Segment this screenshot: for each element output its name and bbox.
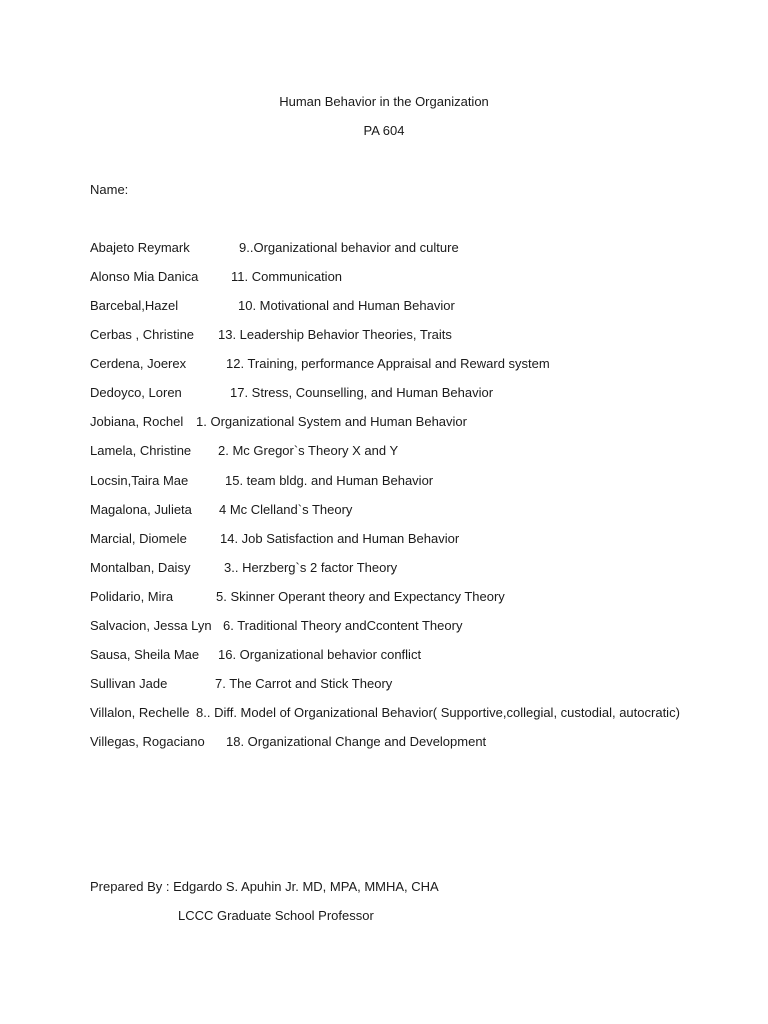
- student-name: Villegas, Rogaciano: [90, 734, 205, 749]
- assigned-topic: 12. Training, performance Appraisal and Reward system: [226, 356, 550, 371]
- prepared-by: Prepared By : Edgardo S. Apuhin Jr. MD, MPA, MMHA, CHA: [90, 879, 439, 894]
- assigned-topic: 5. Skinner Operant theory and Expectancy Theory: [216, 589, 505, 604]
- student-name: Cerdena, Joerex: [90, 356, 187, 371]
- student-name: Marcial, Diomele: [90, 531, 187, 546]
- document-title: Human Behavior in the Organization: [279, 94, 489, 109]
- assigned-topic: 10. Motivational and Human Behavior: [238, 298, 455, 313]
- student-name: Locsin,Taira Mae: [90, 473, 189, 488]
- preparer-role: LCCC Graduate School Professor: [178, 908, 374, 923]
- student-name: Montalban, Daisy: [90, 560, 191, 575]
- assigned-topic: 8.. Diff. Model of Organizational Behavior( Supportive,collegial, custodial, autocratic): [196, 705, 680, 720]
- assigned-topic: 9..Organizational behavior and culture: [239, 240, 459, 255]
- student-name: Sullivan Jade: [90, 676, 168, 691]
- assigned-topic: 2. Mc Gregor`s Theory X and Y: [218, 443, 399, 458]
- student-name: Dedoyco, Loren: [90, 385, 182, 400]
- name-label: Name:: [90, 182, 129, 197]
- assigned-topic: 13. Leadership Behavior Theories, Traits: [218, 327, 452, 342]
- student-name: Abajeto Reymark: [90, 240, 190, 255]
- assigned-topic: 6. Traditional Theory andCcontent Theory: [223, 618, 463, 633]
- assigned-topic: 16. Organizational behavior conflict: [218, 647, 422, 662]
- assigned-topic: 4 Mc Clelland`s Theory: [219, 502, 353, 517]
- student-name: Salvacion, Jessa Lyn: [90, 618, 212, 633]
- student-name: Barcebal,Hazel: [90, 298, 179, 313]
- student-name: Jobiana, Rochel: [90, 414, 184, 429]
- assigned-topic: 18. Organizational Change and Development: [226, 734, 487, 749]
- student-name: Alonso Mia Danica: [90, 269, 199, 284]
- assigned-topic: 7. The Carrot and Stick Theory: [215, 676, 393, 691]
- assigned-topic: 17. Stress, Counselling, and Human Behavior: [230, 385, 494, 400]
- assigned-topic: 15. team bldg. and Human Behavior: [225, 473, 434, 488]
- assigned-topic: 3.. Herzberg`s 2 factor Theory: [224, 560, 398, 575]
- student-name: Sausa, Sheila Mae: [90, 647, 200, 662]
- assigned-topic: 1. Organizational System and Human Behavior: [196, 414, 467, 429]
- student-name: Magalona, Julieta: [90, 502, 192, 517]
- assigned-topic: 11. Communication: [231, 269, 343, 284]
- course-code: PA 604: [363, 123, 405, 138]
- student-name: Lamela, Christine: [90, 443, 192, 458]
- student-name: Polidario, Mira: [90, 589, 174, 604]
- student-name: Cerbas , Christine: [90, 327, 195, 342]
- assigned-topic: 14. Job Satisfaction and Human Behavior: [220, 531, 460, 546]
- student-name: Villalon, Rechelle: [90, 705, 190, 720]
